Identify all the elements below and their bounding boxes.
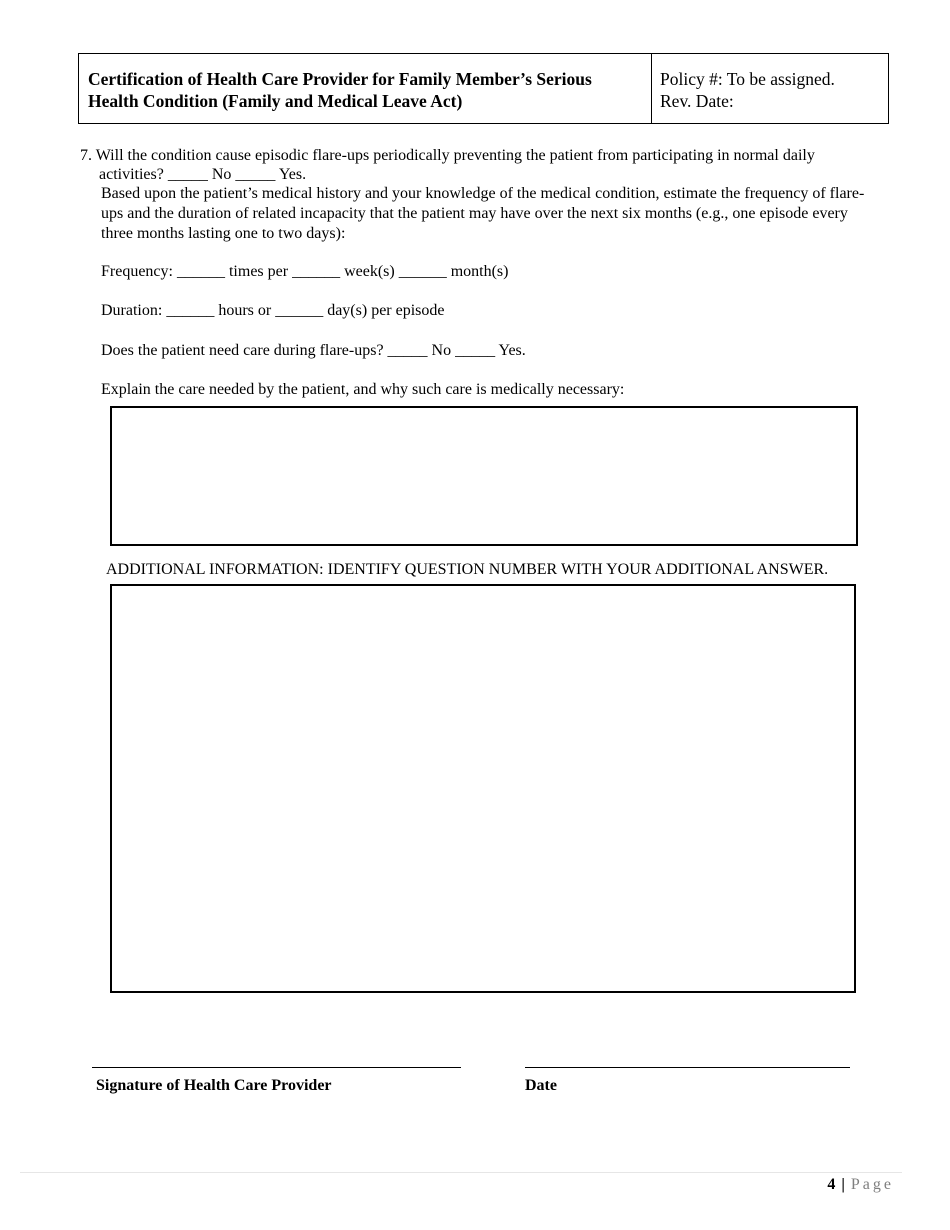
form-title xyxy=(79,54,652,123)
page-number: 4 xyxy=(827,1176,837,1193)
date-line[interactable] xyxy=(525,1067,850,1068)
page-footer xyxy=(827,1176,894,1194)
form-title-line-2: Health Condition (Family and Medical Leave Act) xyxy=(88,91,463,111)
page-label: Page xyxy=(850,1176,894,1193)
additional-information-textbox[interactable] xyxy=(110,584,856,993)
policy-number: Policy #: To be assigned. xyxy=(660,69,835,89)
question-7-line-2[interactable]: activities? _____ No _____ Yes. xyxy=(99,166,307,183)
form-header-table xyxy=(78,53,889,124)
question-7-line-1: 7. Will the condition cause episodic flare-ups periodically preventing the patient from participating in normal daily xyxy=(80,147,815,164)
explain-care-label: Explain the care needed by the patient, and why such care is medically necessary: xyxy=(101,381,625,398)
signature-label: Signature of Health Care Provider xyxy=(96,1077,332,1094)
frequency-field[interactable]: Frequency: ______ times per ______ week(s) ______ month(s) xyxy=(101,263,509,280)
footer-separator: | xyxy=(836,1176,851,1193)
care-during-flareups-field[interactable]: Does the patient need care during flare-ups? _____ No _____ Yes. xyxy=(101,342,526,359)
policy-info xyxy=(652,54,888,123)
signature-line[interactable] xyxy=(92,1067,461,1068)
date-label: Date xyxy=(525,1077,557,1094)
form-title-line-1: Certification of Health Care Provider for Family Member’s Serious xyxy=(88,69,592,89)
duration-field[interactable]: Duration: ______ hours or ______ day(s) per episode xyxy=(101,302,445,319)
question-7-paragraph: Based upon the patient’s medical history and your knowledge of the medical condition, estimate the frequency of flare-ups and the duration of related incapacity that the patient may have over the next six months (e.g., one episode every three months lasting one to two days): xyxy=(101,185,865,242)
footer-divider xyxy=(20,1172,902,1173)
explain-care-textbox[interactable] xyxy=(110,406,858,546)
additional-information-label: ADDITIONAL INFORMATION: IDENTIFY QUESTION NUMBER WITH YOUR ADDITIONAL ANSWER. xyxy=(106,561,829,578)
revision-date: Rev. Date: xyxy=(660,91,734,111)
